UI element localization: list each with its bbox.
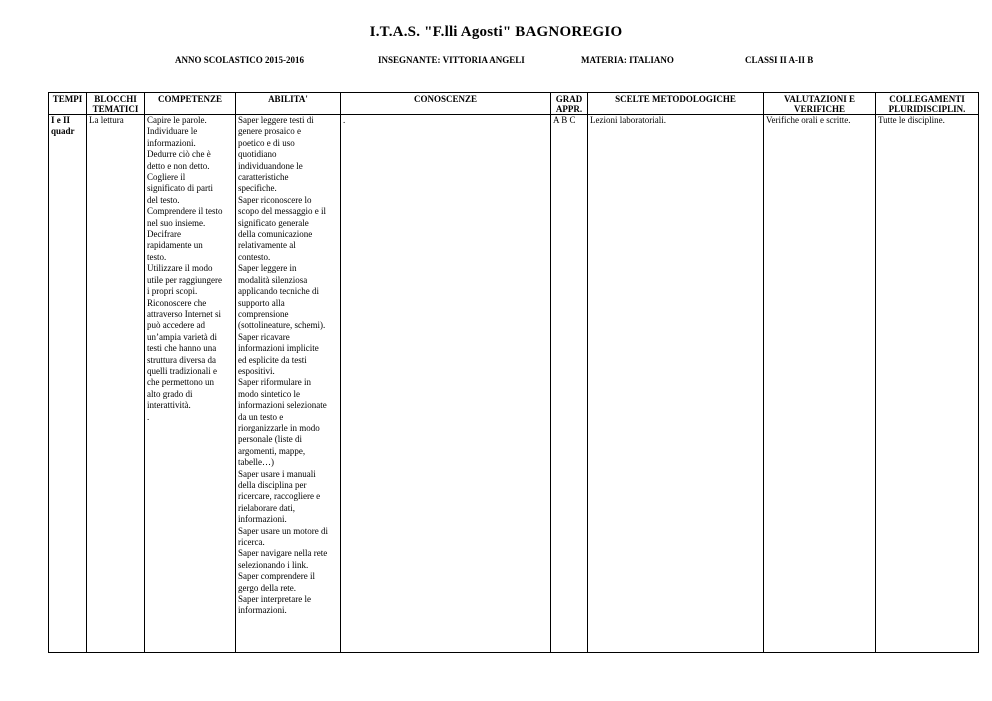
text-line: Dedurre ciò che è: [147, 149, 211, 160]
text-line: contesto.: [238, 251, 271, 262]
cell-abilita: [236, 115, 341, 653]
text-line: informazioni.: [238, 514, 287, 525]
text-line: argomenti, mappe,: [238, 445, 306, 456]
cell-valutazioni: Verifiche orali e scritte.: [764, 115, 876, 653]
cell-blocchi: La lettura: [87, 115, 145, 653]
col-header-valutazioni: VALUTAZIONI E VERIFICHE: [764, 93, 876, 115]
text-line: testi che hanno una: [147, 343, 217, 354]
text-line: modo sintetico le: [238, 388, 300, 399]
text-line: attraverso Internet si: [147, 308, 221, 319]
document-title: I.T.A.S. "F.lli Agosti" BAGNOREGIO: [369, 24, 623, 40]
text-line: i propri scopi.: [147, 286, 198, 297]
text-line: Capire le parole.: [147, 115, 207, 125]
text-line: quelli tradizionali e: [147, 365, 217, 376]
text-line: Decifrare: [147, 229, 181, 240]
cell-scelte: Lezioni laboratoriali.: [588, 115, 764, 653]
text-line: della disciplina per: [238, 480, 307, 490]
header-row: [49, 93, 979, 115]
text-line: scopo del messaggio e il: [238, 206, 326, 217]
text-line: può accedere ad: [147, 320, 205, 331]
text-line: specifiche.: [238, 183, 277, 194]
text-line: della comunicazione: [238, 229, 313, 240]
text-line: da un testo e: [238, 411, 284, 422]
text-line: Riconoscere che: [147, 297, 207, 308]
text-line: Saper navigare nella rete: [238, 548, 328, 559]
text-line: Saper riconoscere lo: [238, 194, 312, 205]
text-line: modalità silenziosa: [238, 274, 308, 285]
text-line: significato generale: [238, 217, 309, 228]
text-line: struttura diversa da: [147, 354, 216, 365]
text-line: individuandone le: [238, 160, 303, 171]
text-line: detto e non detto.: [147, 160, 210, 171]
text-line: Individuare le: [147, 126, 198, 137]
col-header-blocchi: BLOCCHI TEMATICI: [87, 93, 145, 115]
col-header-competenze: COMPETENZE: [145, 93, 236, 115]
text-line: relativamente al: [238, 240, 296, 251]
school-year: ANNO SCOLASTICO 2015-2016: [175, 55, 305, 65]
cell-grad: A B C: [551, 115, 588, 653]
text-line: Saper riformulare in: [238, 377, 311, 388]
text-line: comprensione: [238, 308, 289, 319]
text-line: nel suo insieme.: [147, 217, 206, 228]
text-line: Utilizzare il modo: [147, 263, 213, 274]
curriculum-table: [48, 92, 979, 653]
text-line: un’ampia varietà di: [147, 331, 217, 342]
text-line: .: [147, 411, 150, 422]
text-line: Saper comprendere il: [238, 571, 315, 582]
table-row: [49, 115, 979, 653]
text-line: Saper ricavare: [238, 331, 290, 342]
text-line: tabelle…): [238, 457, 274, 468]
text-line: Saper leggere testi di: [238, 115, 314, 125]
text-line: gergo della rete.: [238, 582, 297, 593]
text-line: Saper usare un motore di: [238, 525, 328, 536]
teacher: INSEGNANTE: VITTORIA ANGELI: [378, 55, 525, 65]
text-line: riorganizzarle in modo: [238, 422, 320, 433]
text-line: caratteristiche: [238, 172, 289, 183]
text-line: personale (liste di: [238, 434, 302, 445]
col-header-scelte: SCELTE METODOLOGICHE: [588, 93, 764, 115]
text-line: significato di parti: [147, 183, 213, 194]
text-line: Cogliere il: [147, 172, 186, 183]
cell-competenze: [145, 115, 236, 653]
text-line: del testo.: [147, 194, 180, 205]
text-line: informazioni selezionate: [238, 400, 327, 411]
text-line: Saper leggere in: [238, 263, 297, 274]
text-line: selezionando i link.: [238, 559, 309, 570]
text-line: genere prosaico e: [238, 126, 301, 137]
text-line: espositivi.: [238, 365, 275, 376]
text-line: informazioni.: [147, 137, 196, 148]
text-line: quotidiano: [238, 149, 277, 160]
text-line: applicando tecniche di: [238, 286, 319, 297]
text-line: ricerca.: [238, 537, 265, 548]
text-line: che permettono un: [147, 377, 214, 388]
col-header-tempi: TEMPI: [49, 93, 87, 115]
text-line: poetico e di uso: [238, 137, 295, 148]
text-line: ed esplicite da testi: [238, 354, 307, 365]
text-line: testo.: [147, 251, 167, 262]
text-line: informazioni implicite: [238, 343, 319, 354]
cell-tempi: I e II quadr: [49, 115, 87, 653]
text-line: Saper usare i manuali: [238, 468, 316, 479]
text-line: supporto alla: [238, 297, 285, 308]
text-line: informazioni.: [238, 605, 287, 616]
col-header-conoscenze: CONOSCENZE: [341, 93, 551, 115]
text-line: alto grado di: [147, 388, 193, 399]
text-line: rielaborare dati,: [238, 502, 295, 513]
col-header-collegamenti: COLLEGAMENTI PLURIDISCIPLIN.: [876, 93, 979, 115]
cell-collegamenti: Tutte le discipline.: [876, 115, 979, 653]
text-line: Comprendere il testo: [147, 206, 223, 217]
classes: CLASSI II A-II B: [745, 55, 814, 65]
col-header-abilita: ABILITA': [236, 93, 341, 115]
text-line: interattività.: [147, 400, 191, 411]
text-line: rapidamente un: [147, 240, 203, 251]
col-header-grad: GRAD APPR.: [551, 93, 588, 115]
cell-conoscenze: .: [341, 115, 551, 653]
text-line: (sottolineature, schemi).: [238, 320, 326, 331]
subject: MATERIA: ITALIANO: [581, 55, 674, 65]
text-line: ricercare, raccogliere e: [238, 491, 321, 502]
text-line: utile per raggiungere: [147, 274, 222, 285]
text-line: Saper interpretare le: [238, 594, 311, 605]
